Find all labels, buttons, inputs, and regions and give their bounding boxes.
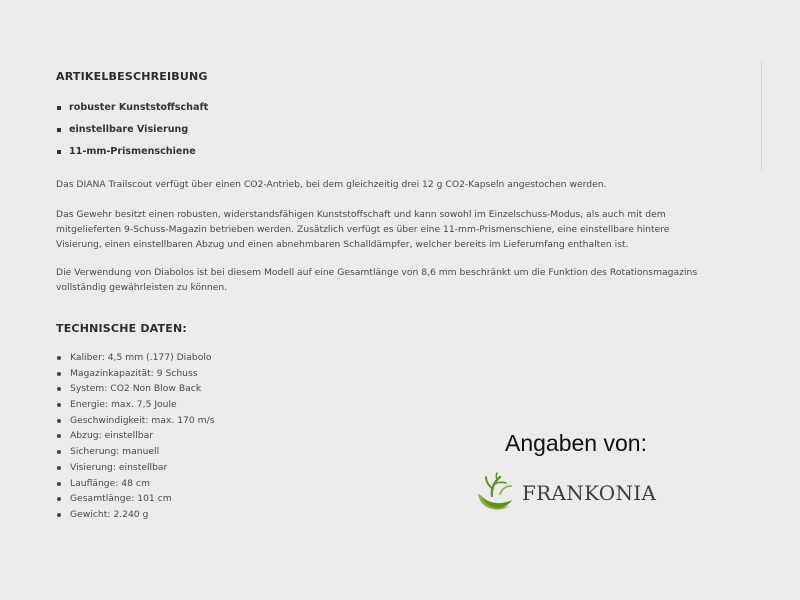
spec-item: Gewicht: 2.240 g <box>56 508 215 524</box>
frankonia-logo <box>476 470 666 516</box>
source-label: Angaben von: <box>505 430 647 456</box>
spec-item: Abzug: einstellbar <box>56 429 215 445</box>
spec-item: Kaliber: 4,5 mm (.177) Diabolo <box>56 351 215 367</box>
spec-item: Visierung: einstellbar <box>56 461 215 477</box>
spec-item: Gesamtlänge: 101 cm <box>56 492 215 508</box>
brand-name: FRANKONIA <box>522 481 657 505</box>
spec-item: Geschwindigkeit: max. 170 m/s <box>56 414 215 430</box>
technical-heading: TECHNISCHE DATEN: <box>56 322 187 335</box>
description-paragraph: Die Verwendung von Diabolos ist bei diesem Modell auf eine Gesamtlänge von 8,6 mm beschränkt um die Funktion des Rotationsmagazins vollständig gewährleisten zu können. <box>56 267 698 293</box>
spec-item: Energie: max. 7,5 Joule <box>56 398 215 414</box>
spec-item: Lauflänge: 48 cm <box>56 477 215 493</box>
feature-item: 11-mm-Prismenschiene <box>56 145 208 167</box>
spec-item: Sicherung: manuell <box>56 445 215 461</box>
vertical-divider <box>761 62 762 170</box>
description-paragraph: Das DIANA Trailscout verfügt über einen CO2-Antrieb, bei dem gleichzeitig drei 12 g CO2-Kapseln angestochen werden. <box>56 179 607 190</box>
spec-item: System: CO2 Non Blow Back <box>56 382 215 398</box>
description-heading: ARTIKELBESCHREIBUNG <box>56 70 208 83</box>
spec-list <box>56 351 215 524</box>
deer-antler-leaf-icon <box>476 472 516 514</box>
feature-item: einstellbare Visierung <box>56 123 208 145</box>
feature-item: robuster Kunststoffschaft <box>56 101 208 123</box>
spec-item: Magazinkapazität: 9 Schuss <box>56 367 215 383</box>
description-paragraph: Das Gewehr besitzt einen robusten, widerstandsfähigen Kunststoffschaft und kann sowohl im Einzelschuss-Modus, als auch mit dem mitgelieferten 9-Schuss-Magazin betrieben werden. Zusätzlich verfügt es über eine 11-mm-Prismenschiene, eine einstellbare hintere Visierung, einen einstellbaren Abzug und einen abnehmbaren Schalldämpfer, welcher bereits im Lieferumfang enthalten ist. <box>56 209 670 250</box>
feature-list <box>56 101 208 167</box>
